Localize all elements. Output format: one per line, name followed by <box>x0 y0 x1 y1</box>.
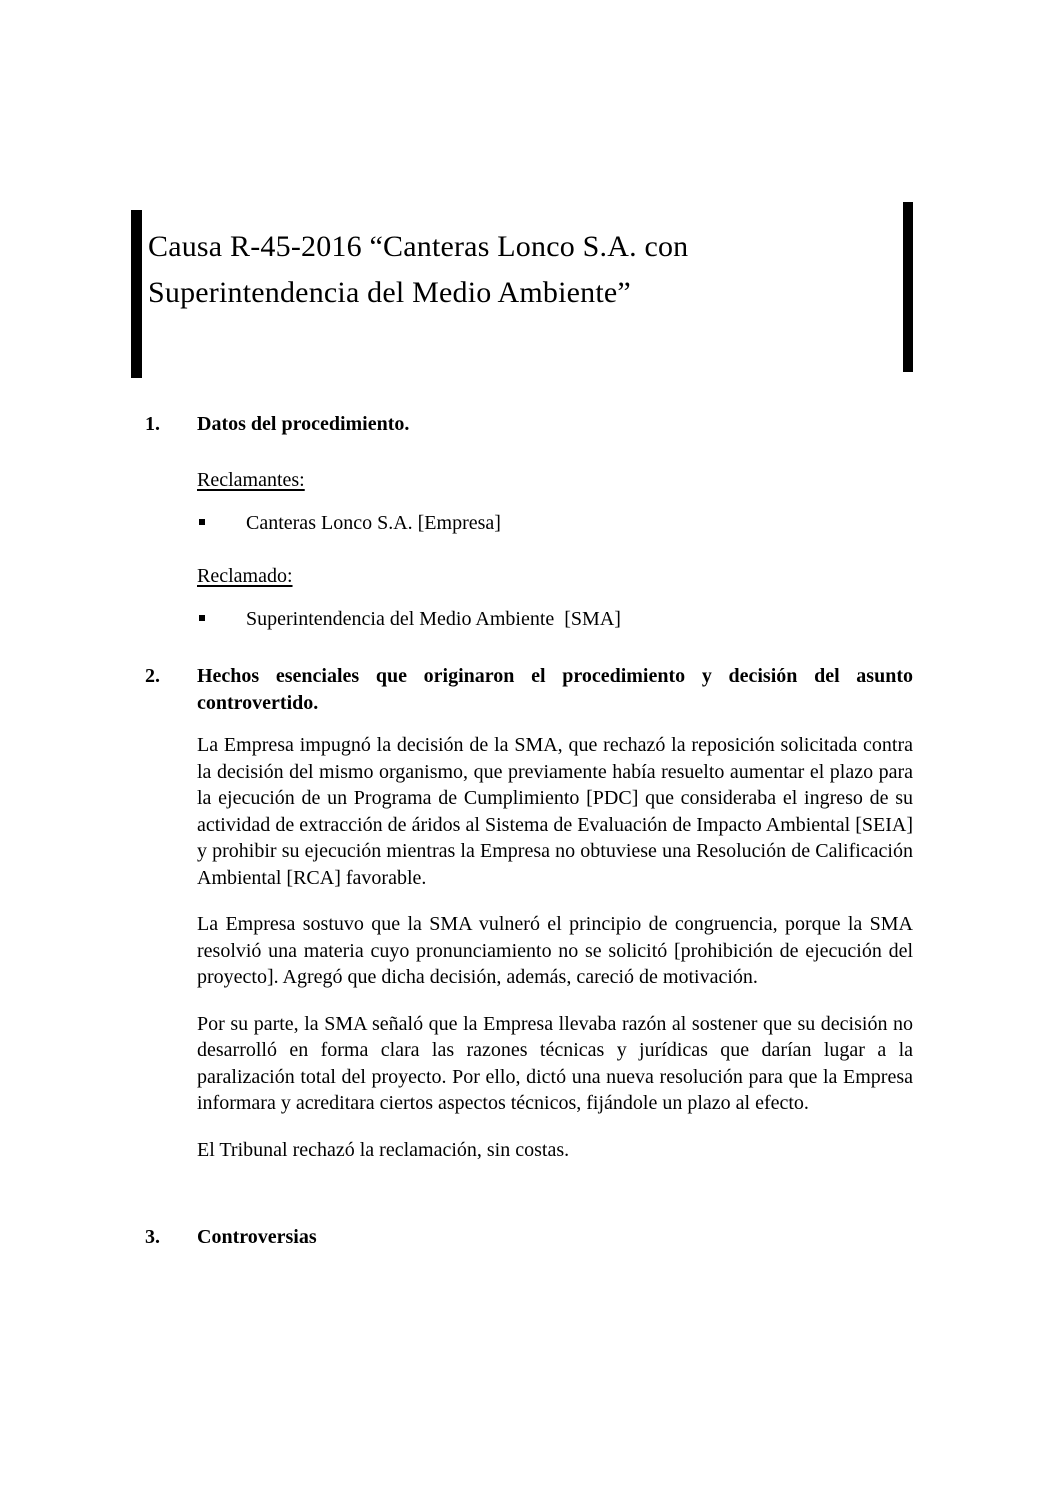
body-paragraph: La Empresa sostuvo que la SMA vulneró el principio de congruencia, porque la SMA resolvió una materia cuyo pronunciamiento no se solicitó [prohibición de ejecución del proyecto]. Agregó que dicha decisión, además, careció de motivación. <box>197 913 913 988</box>
section-heading-text: Controversias <box>197 1226 317 1248</box>
body-paragraph: La Empresa impugnó la decisión de la SMA, que rechazó la reposición solicitada contra la decisión del mismo organismo, que previamente había resuelto aumentar el plazo para la ejecución de un Programa de Cumplimiento [PDC] que consideraba el ingreso de su actividad de extracción de áridos al Sistema de Evaluación de Impacto Ambiental [SEIA] y prohibir su ejecución mientras la Empresa no obtuviese una Resolución de Calificación Ambiental [RCA] favorable. <box>197 734 913 889</box>
list-item-text: Superintendencia del Medio Ambiente [SMA] <box>246 608 621 630</box>
page-title <box>145 204 913 316</box>
list-item <box>197 606 913 632</box>
section-body <box>197 438 913 632</box>
section-heading <box>145 1224 913 1251</box>
section-heading <box>145 411 913 438</box>
title-block <box>145 204 913 378</box>
list-item <box>197 510 913 536</box>
title-left-bar <box>131 210 142 378</box>
group-label-reclamado: Reclamado: <box>197 565 293 587</box>
section-hechos-esenciales <box>145 663 913 1163</box>
bullet-square-icon <box>199 519 205 525</box>
section-heading <box>145 663 913 717</box>
group-label-reclamantes: Reclamantes: <box>197 469 305 491</box>
section-datos-procedimiento <box>145 411 913 632</box>
bullet-square-icon <box>199 615 205 621</box>
body-paragraph: El Tribunal rechazó la reclamación, sin costas. <box>197 1138 570 1161</box>
section-number: 1. <box>145 413 160 435</box>
section-heading-text: Datos del procedimiento. <box>197 413 410 435</box>
section-heading-text: Hechos esenciales que originaron el procedimiento y decisión del asunto controvertido. <box>197 665 913 714</box>
title-right-bar <box>903 202 913 372</box>
section-number: 3. <box>145 1226 160 1248</box>
list-item-text: Canteras Lonco S.A. [Empresa] <box>246 512 501 534</box>
section-number: 2. <box>145 665 160 687</box>
page-title-line-1: Causa R-45-2016 “Canteras Lonco S.A. con <box>148 230 689 263</box>
page-title-line-2: Superintendencia del Medio Ambiente” <box>148 276 631 309</box>
section-controversias <box>145 1224 913 1251</box>
document-page <box>145 0 913 1497</box>
body-paragraph: Por su parte, la SMA señaló que la Empresa llevaba razón al sostener que su decisión no desarrolló en forma clara las razones técnicas y jurídicas que darían lugar a la paralización total del proyecto. Por ello, dictó una nueva resolución para que la Empresa informara y acreditara ciertos aspectos técnicos, fijándole un plazo al efecto. <box>197 1012 913 1114</box>
